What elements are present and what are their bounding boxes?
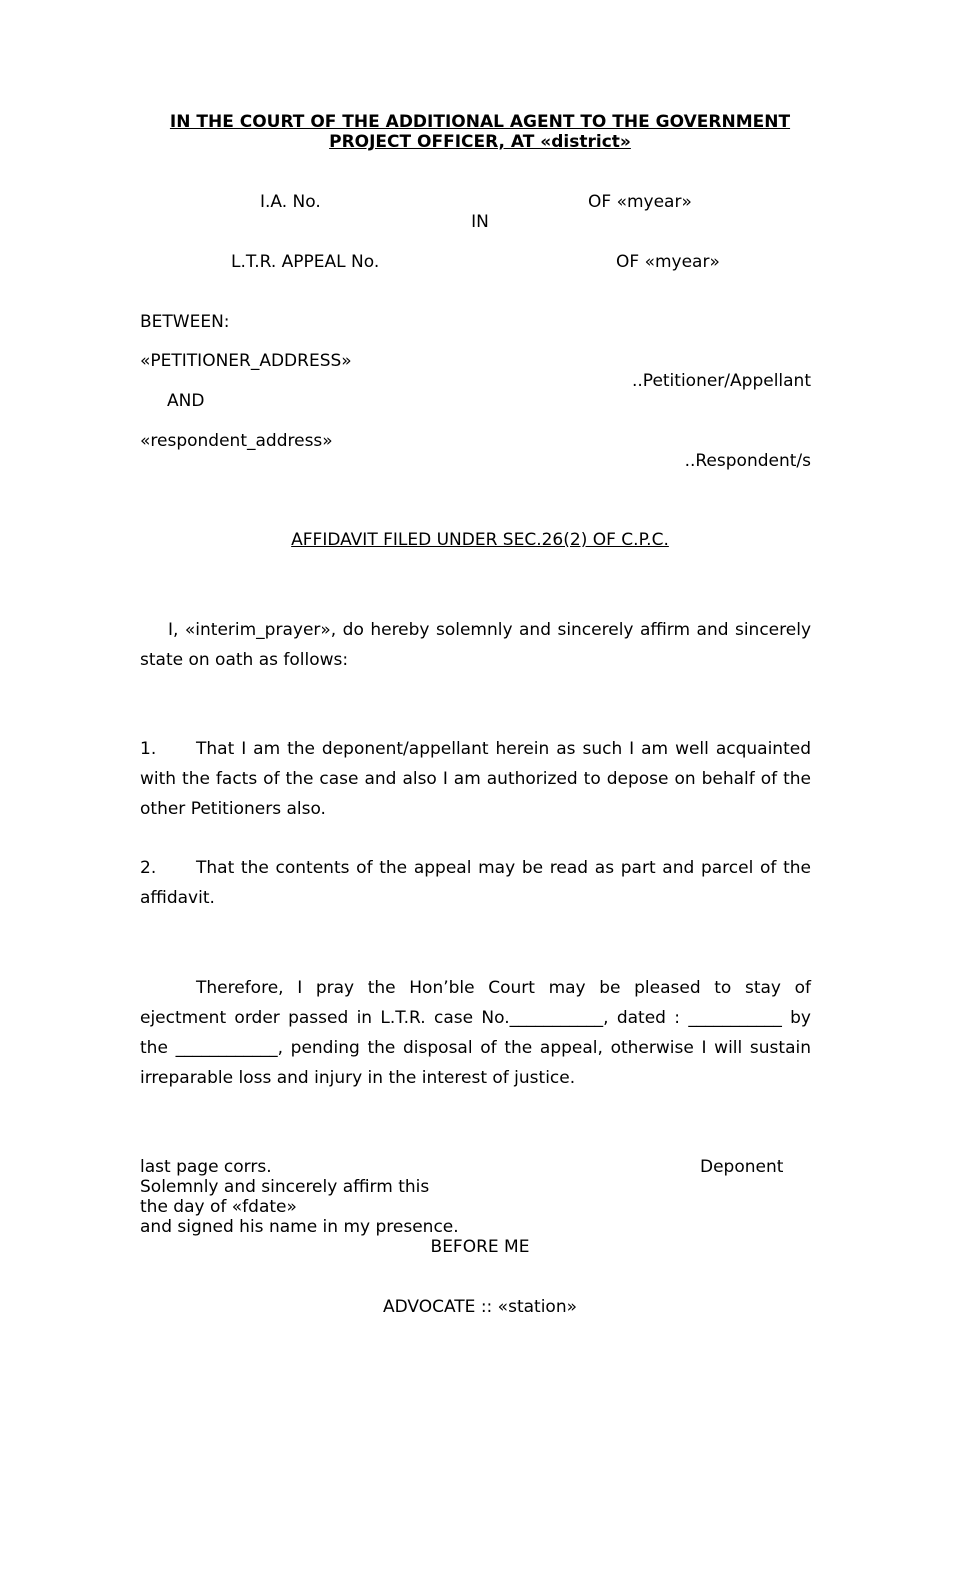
point-text: That I am the deponent/appellant herein as such I am well acquainted with the facts of the case and also I am authorized to depose on behalf of the other Petitioners also. bbox=[140, 739, 811, 819]
point-number: 2. bbox=[140, 858, 157, 878]
petitioner-address: «PETITIONER_ADDRESS» bbox=[140, 351, 352, 371]
petitioner-role: ..Petitioner/Appellant bbox=[631, 371, 811, 391]
prayer-paragraph bbox=[140, 973, 811, 1093]
ia-year: OF «myear» bbox=[588, 192, 692, 212]
prayer-text: Therefore, I pray the Hon’ble Court may be pleased to stay of ejectment order passed in L.T.R. case No.___________, dated : ___________ by the ____________, pending the disposal of the appeal, otherwise I will sustain irreparable loss and injury in the interest of justice. bbox=[140, 978, 811, 1088]
intro-paragraph bbox=[140, 615, 811, 675]
and-label: AND bbox=[167, 391, 205, 411]
signed-line: and signed his name in my presence. bbox=[140, 1217, 459, 1237]
point-number: 1. bbox=[140, 739, 157, 759]
affidavit-title-wrap bbox=[0, 530, 960, 550]
appeal-number-label: L.T.R. APPEAL No. bbox=[231, 252, 380, 272]
point-1 bbox=[140, 734, 811, 824]
last-page-note: last page corrs. bbox=[140, 1157, 272, 1177]
ia-number-label: I.A. No. bbox=[260, 192, 321, 212]
deponent-label: Deponent bbox=[700, 1157, 784, 1177]
day-of-line: the day of «fdate» bbox=[140, 1197, 297, 1217]
court-title-line1: IN THE COURT OF THE ADDITIONAL AGENT TO THE GOVERNMENT bbox=[169, 112, 791, 132]
advocate-line: ADVOCATE :: «station» bbox=[382, 1297, 577, 1317]
respondent-address: «respondent_address» bbox=[140, 431, 333, 451]
in-label: IN bbox=[471, 212, 489, 232]
point-text: That the contents of the appeal may be read as part and parcel of the affidavit. bbox=[140, 858, 811, 908]
between-label: BETWEEN: bbox=[140, 312, 230, 332]
intro-text: I, «interim_prayer», do hereby solemnly and sincerely affirm and sincerely state on oath as follows: bbox=[140, 620, 811, 670]
point-2 bbox=[140, 853, 811, 913]
solemnly-line: Solemnly and sincerely affirm this bbox=[140, 1177, 430, 1197]
appeal-year: OF «myear» bbox=[616, 252, 720, 272]
court-title-line2: PROJECT OFFICER, AT «district» bbox=[329, 132, 631, 152]
respondent-role: ..Respondent/s bbox=[684, 451, 811, 471]
before-me-label: BEFORE ME bbox=[430, 1237, 530, 1257]
affidavit-title: AFFIDAVIT FILED UNDER SEC.26(2) OF C.P.C. bbox=[291, 530, 669, 550]
